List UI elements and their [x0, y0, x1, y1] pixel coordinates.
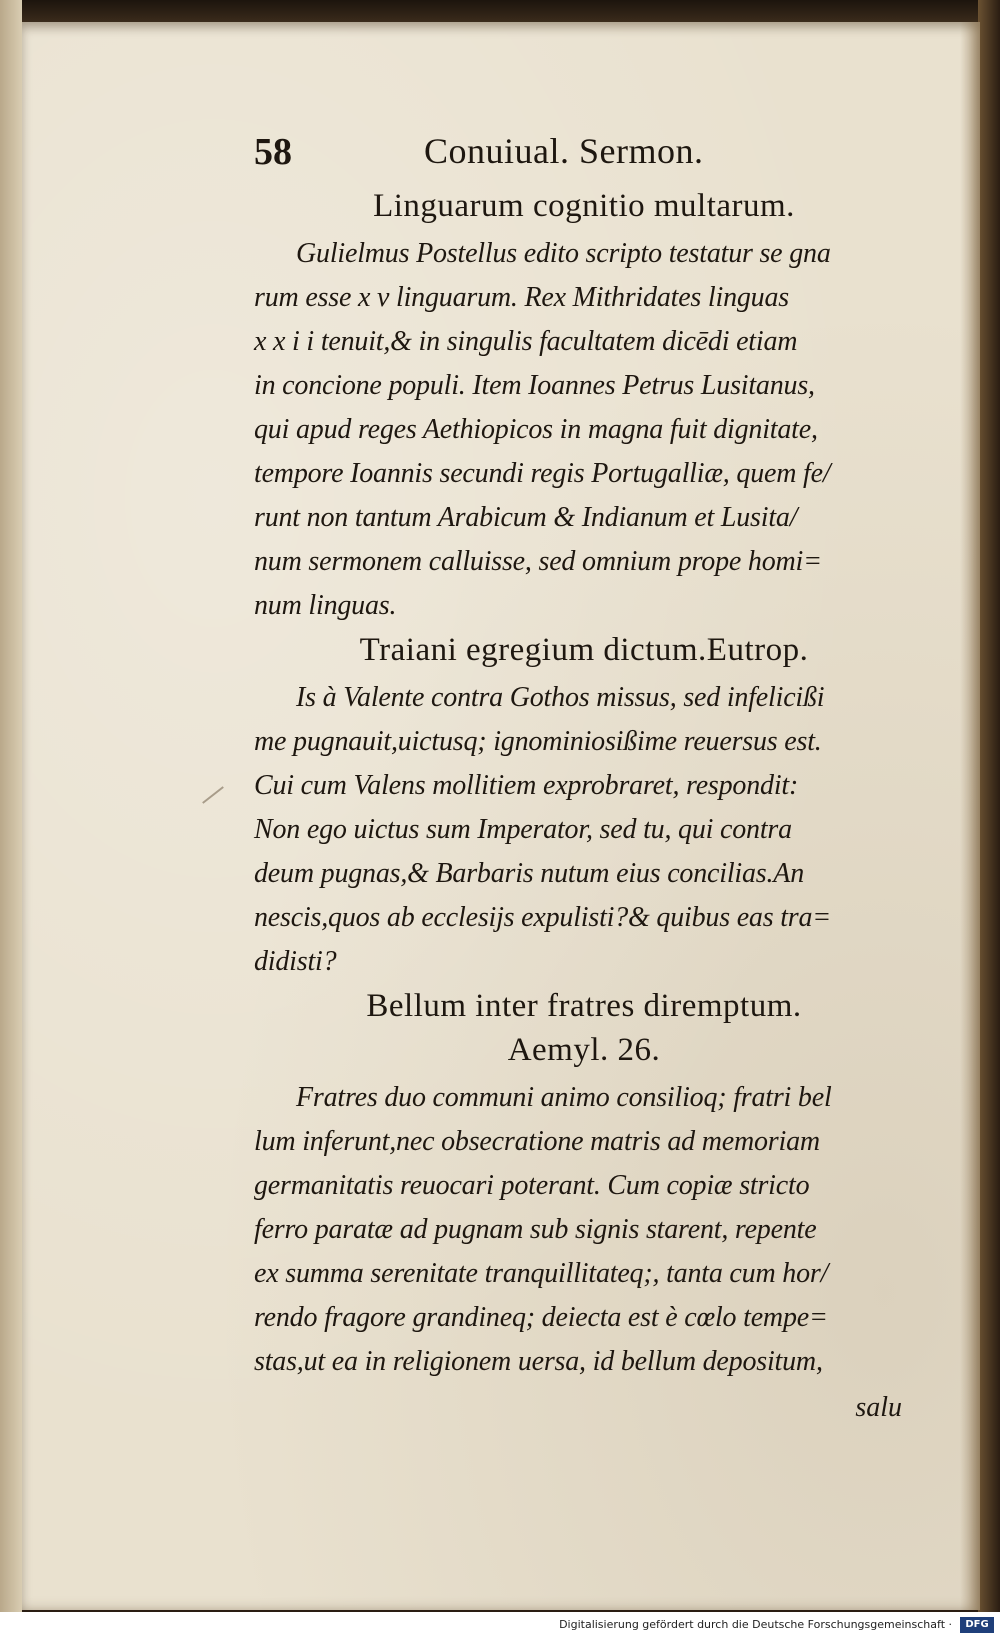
footer-credit: Digitalisierung gefördert durch die Deutsche Forschungsgemeinschaft ·: [559, 1618, 952, 1631]
running-head: Conuiual. Sermon.: [424, 131, 704, 171]
text-line: stas,ut ea in religionem uersa, id bellum depositum,: [254, 1346, 823, 1377]
text-line: me pugnauit,uictusq; ignominiosißime reuersus est.: [254, 726, 822, 757]
section-traiani: [254, 628, 914, 984]
section-heading: Linguarum cognitio multarum.: [373, 188, 795, 224]
section-text: [254, 676, 914, 984]
text-line: lum inferunt,nec obsecratione matris ad memoriam: [254, 1126, 820, 1157]
dfg-logo-icon: DFG: [960, 1617, 994, 1633]
text-line: Non ego uictus sum Imperator, sed tu, qui contra: [254, 814, 792, 845]
text-line: germanitatis reuocari poterant. Cum copiæ stricto: [254, 1170, 810, 1201]
text-line: x x i i tenuit,& in singulis facultatem dicēdi etiam: [254, 326, 798, 357]
section-subheading: Aemyl. 26.: [507, 1032, 661, 1068]
book-left-edge: [0, 0, 22, 1640]
section-text: [254, 1076, 914, 1384]
text-line: Is à Valente contra Gothos missus, sed infelicißi: [296, 682, 825, 713]
scan-top-edge: [0, 0, 1000, 22]
text-line: num linguas.: [254, 590, 397, 621]
page-gutter-shadow: [960, 22, 980, 1610]
section-text: [254, 232, 914, 628]
text-line: didisti?: [254, 946, 337, 977]
book-page: [22, 22, 980, 1610]
text-line: runt non tantum Arabicum & Indianum et Lusita/: [254, 502, 798, 533]
page-header: [254, 130, 914, 184]
section-linguarum: [254, 184, 914, 628]
book-right-edge: [978, 0, 1000, 1640]
text-line: rendo fragore grandineq; deiecta est è cœlo tempe=: [254, 1302, 828, 1333]
section-heading: Traiani egregium dictum.Eutrop.: [359, 632, 809, 668]
text-line: Cui cum Valens mollitiem exprobraret, respondit:: [254, 770, 799, 801]
footer-bar: [0, 1612, 1000, 1640]
pencil-mark: [202, 786, 224, 804]
text-block: [254, 130, 914, 1424]
text-line: rum esse x v linguarum. Rex Mithridates linguas: [254, 282, 789, 313]
text-line: nescis,quos ab ecclesijs expulisti?& quibus eas tra=: [254, 902, 831, 933]
page-number: 58: [254, 131, 292, 173]
text-line: tempore Ioannis secundi regis Portugalliæ, quem fe/: [254, 458, 831, 489]
text-line: qui apud reges Aethiopicos in magna fuit dignitate,: [254, 414, 818, 445]
text-line: ex summa serenitate tranquillitateq;, tanta cum hor/: [254, 1258, 829, 1289]
text-line: Fratres duo communi animo consilioq; fratri bel: [296, 1082, 832, 1113]
text-line: num sermonem calluisse, sed omnium prope homi=: [254, 546, 822, 577]
section-heading: Bellum inter fratres diremptum.: [366, 988, 802, 1024]
section-bellum: [254, 984, 914, 1384]
text-line: Gulielmus Postellus edito scripto testatur se gna: [296, 238, 831, 269]
text-line: in concione populi. Item Ioannes Petrus Lusitanus,: [254, 370, 815, 401]
text-line: deum pugnas,& Barbaris nutum eius concilias.An: [254, 858, 804, 889]
text-line: ferro paratæ ad pugnam sub signis starent, repente: [254, 1214, 817, 1245]
catchword: salu: [855, 1392, 902, 1423]
